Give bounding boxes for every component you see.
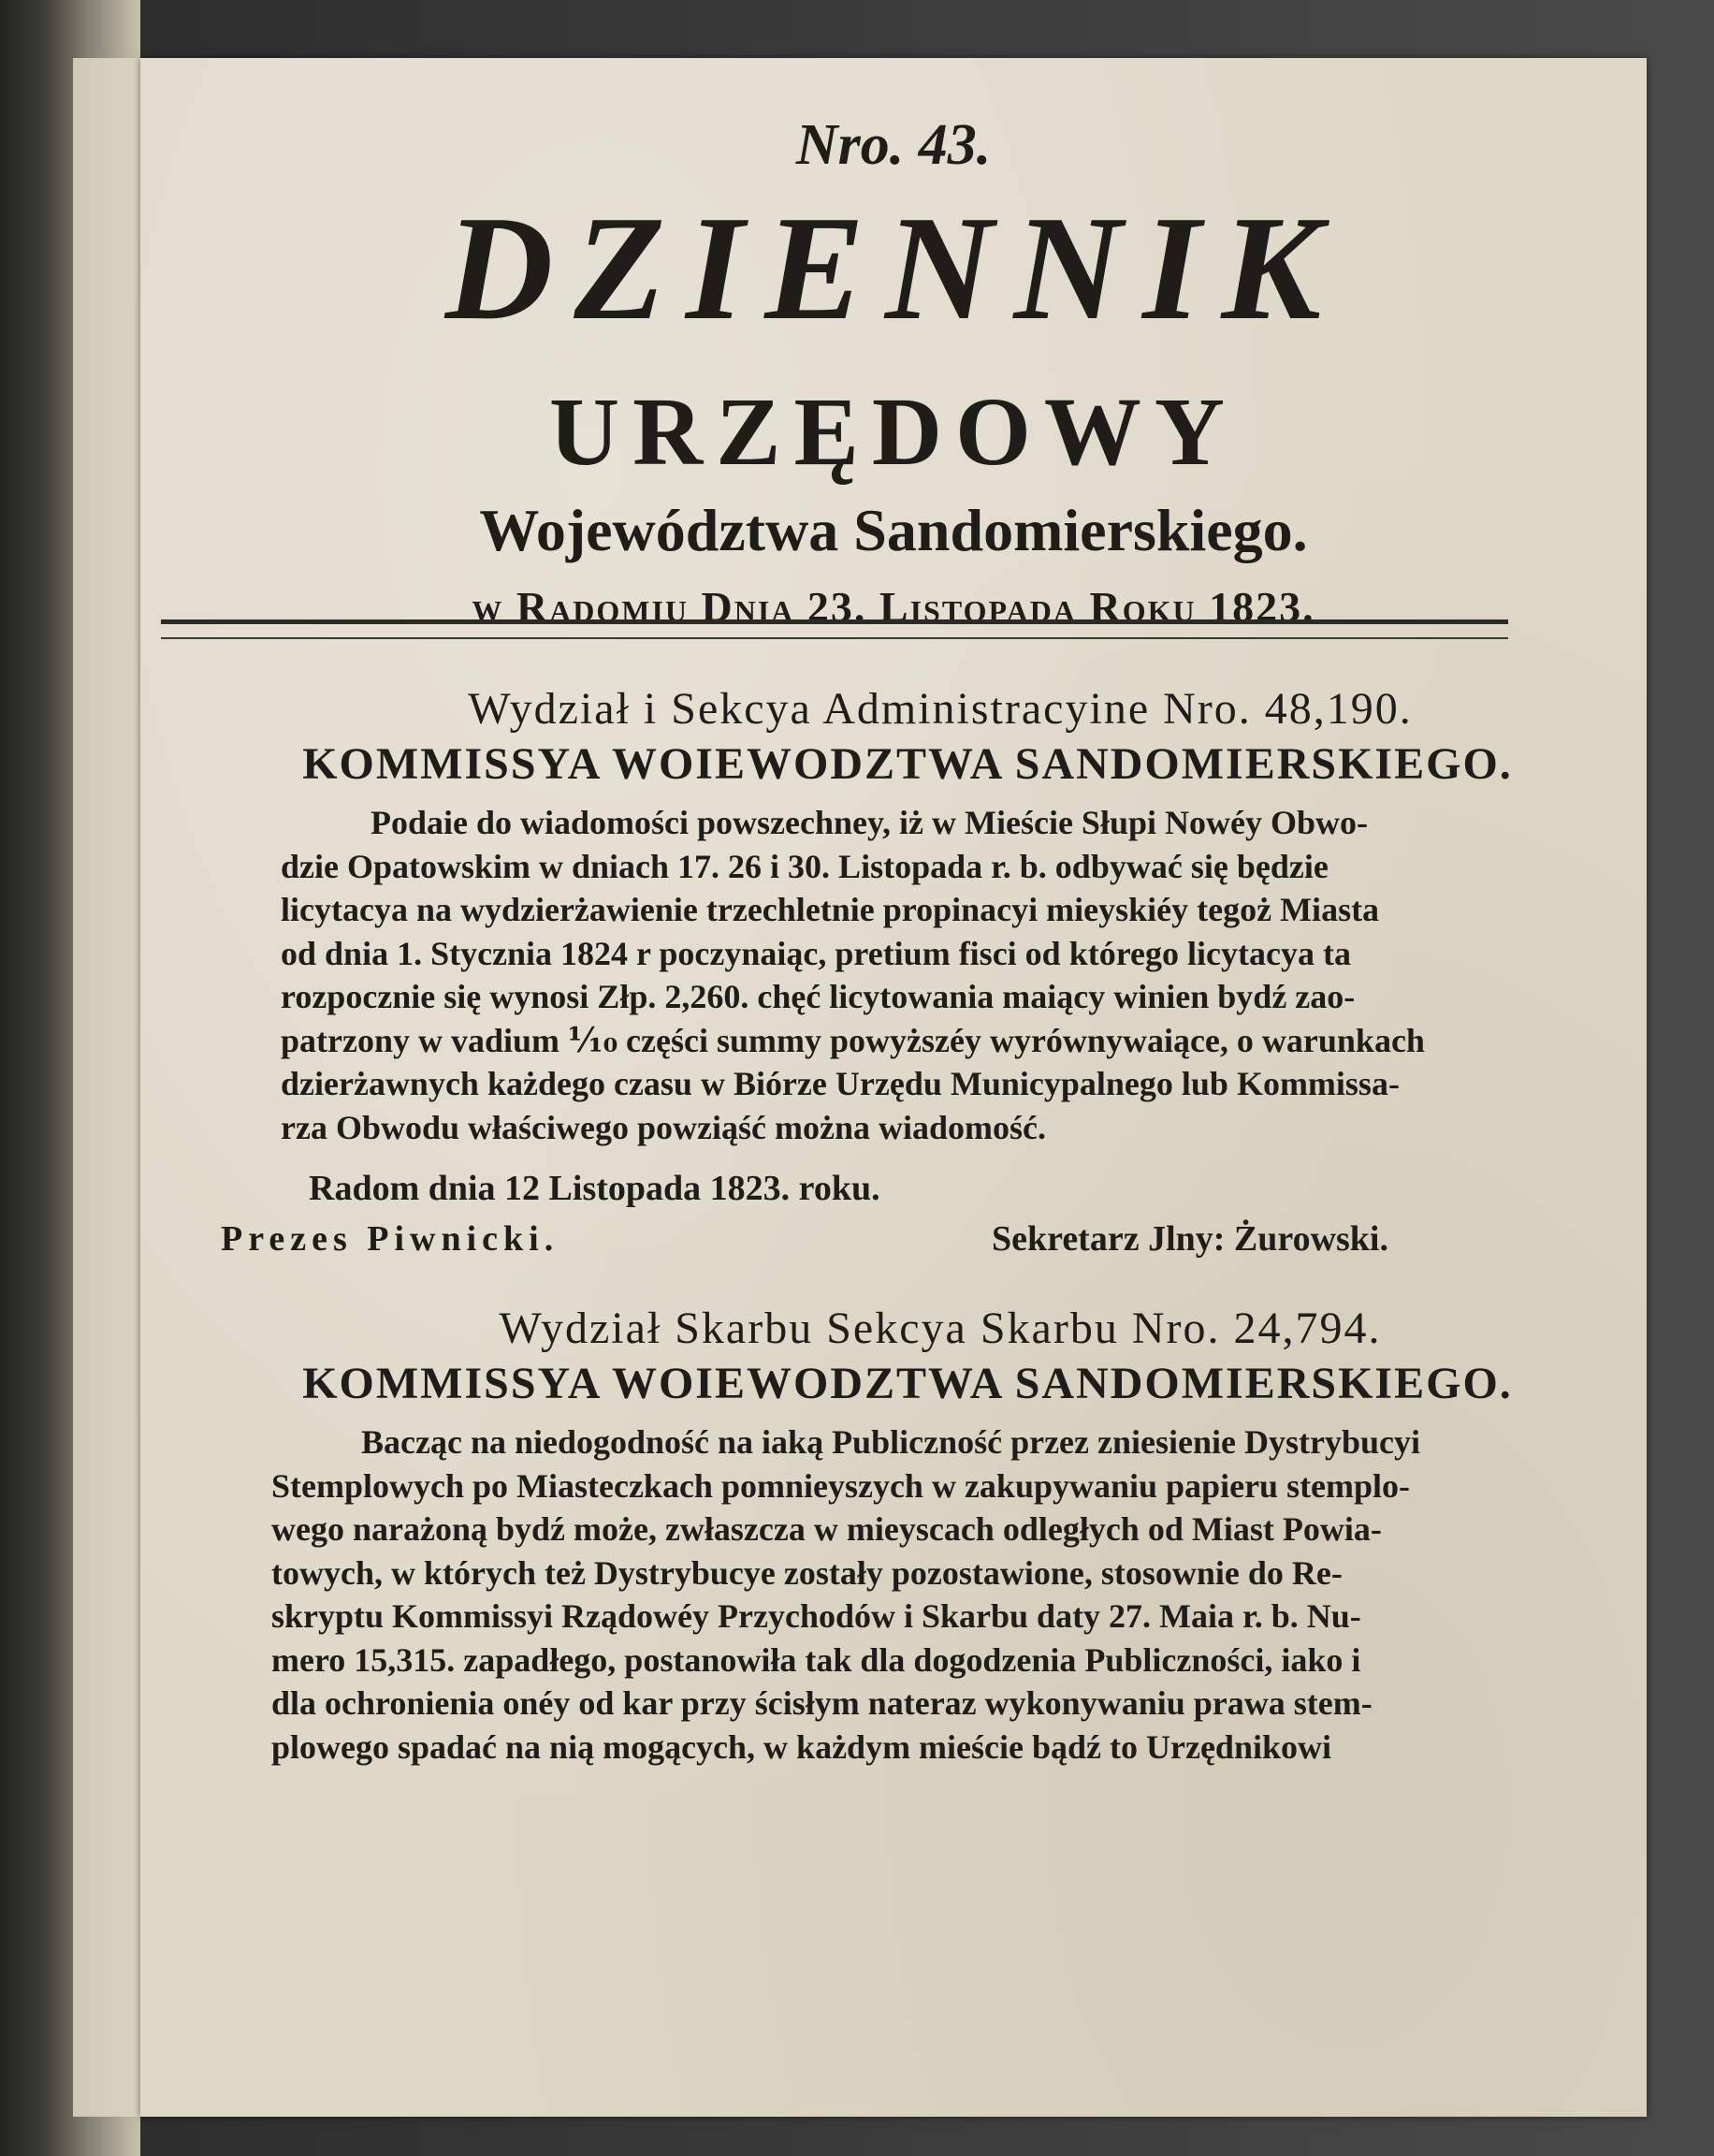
notice-line: dla ochronienia onéy od kar przy ścisłym nateraz wykonywaniu prawa stem- — [271, 1684, 1373, 1722]
notice-line: rozpocznie się wynosi Złp. 2,260. chęć licytowania maiący winien bydź zao- — [281, 978, 1356, 1015]
notice-line: Podaie do wiadomości powszechney, iż w Mieście Słupi Nowéy Obwo- — [370, 804, 1368, 841]
notice-commission: KOMMISSYA WOIEWODZTWA SANDOMIERSKIEGO. — [302, 1359, 1513, 1408]
notice-line: rza Obwodu właściwego powziąść można wiadomość. — [281, 1108, 1046, 1146]
secretary-signature: Sekretarz Jlny: Żurowski. — [992, 1219, 1388, 1259]
notice-line: dzie Opatowskim w dniach 17. 26 i 30. Listopada r. b. odbywać się będzie — [281, 847, 1329, 885]
notice-line: od dnia 1. Stycznia 1824 r poczynaiąc, pretium fisci od którego licytacya ta — [281, 934, 1351, 972]
notice-department: Wydział i Sekcya Administracyine Nro. 48,190. — [468, 684, 1413, 734]
masthead-dateline: w Radomiu Dnia 23. Listopada Roku 1823. — [472, 583, 1315, 631]
notice-date-place: Radom dnia 12 Listopada 1823. roku. — [309, 1169, 880, 1208]
newspaper-page — [140, 58, 1647, 2117]
notice-line: Bacząc na niedogodność na iaką Publiczność przez zniesienie Dystrybucyi — [361, 1423, 1420, 1461]
notice-line: patrzony w vadium ⅒ części summy powyższéy wyrównywaiące, o warunkach — [281, 1021, 1425, 1059]
notice-administrative — [140, 683, 1647, 1269]
notice-line: towych, w których też Dystrybucye zostały pozostawione, stosownie do Re- — [271, 1553, 1343, 1592]
header-rule — [161, 619, 1508, 639]
notice-line: plowego spadać na nią mogących, w każdym mieście bądź to Urzędnikowi — [271, 1727, 1331, 1766]
notice-line: Stemplowych po Miasteczkach pomnieyszych w zakupywaniu papieru stemplo- — [271, 1466, 1411, 1505]
notice-commission: KOMMISSYA WOIEWODZTWA SANDOMIERSKIEGO. — [302, 739, 1513, 789]
notice-department: Wydział Skarbu Sekcya Skarbu Nro. 24,794. — [499, 1304, 1382, 1353]
notice-treasury — [140, 1303, 1647, 1769]
president-signature: Prezes Piwnicki. — [221, 1219, 559, 1259]
masthead-region: Województwa Sandomierskiego. — [479, 497, 1308, 563]
notice-line: licytacya na wydzierżawienie trzechletnie propinacyi mieyskiéy tegoż Miasta — [281, 891, 1380, 928]
notice-line: wego narażoną bydź może, zwłaszcza w mieyscach odległych od Miast Powia- — [271, 1510, 1382, 1548]
notice-body — [140, 1420, 1647, 1769]
notice-body — [140, 801, 1647, 1149]
notice-line: skryptu Kommissyi Rządowéy Przychodów i Skarbu daty 27. Maia r. b. Nu- — [271, 1597, 1361, 1635]
notice-line: dzierżawnych każdego czasu w Biórze Urzędu Municypalnego lub Kommissa- — [281, 1065, 1400, 1102]
issue-number: Nro. 43. — [795, 113, 992, 177]
notice-signatures — [140, 1218, 1647, 1269]
masthead-subtitle: URZĘDOWY — [548, 378, 1239, 486]
masthead-title: DZIENNIK — [444, 184, 1343, 351]
notice-line: mero 15,315. zapadłego, postanowiła tak dla dogodzenia Publiczności, iako i — [271, 1640, 1361, 1679]
